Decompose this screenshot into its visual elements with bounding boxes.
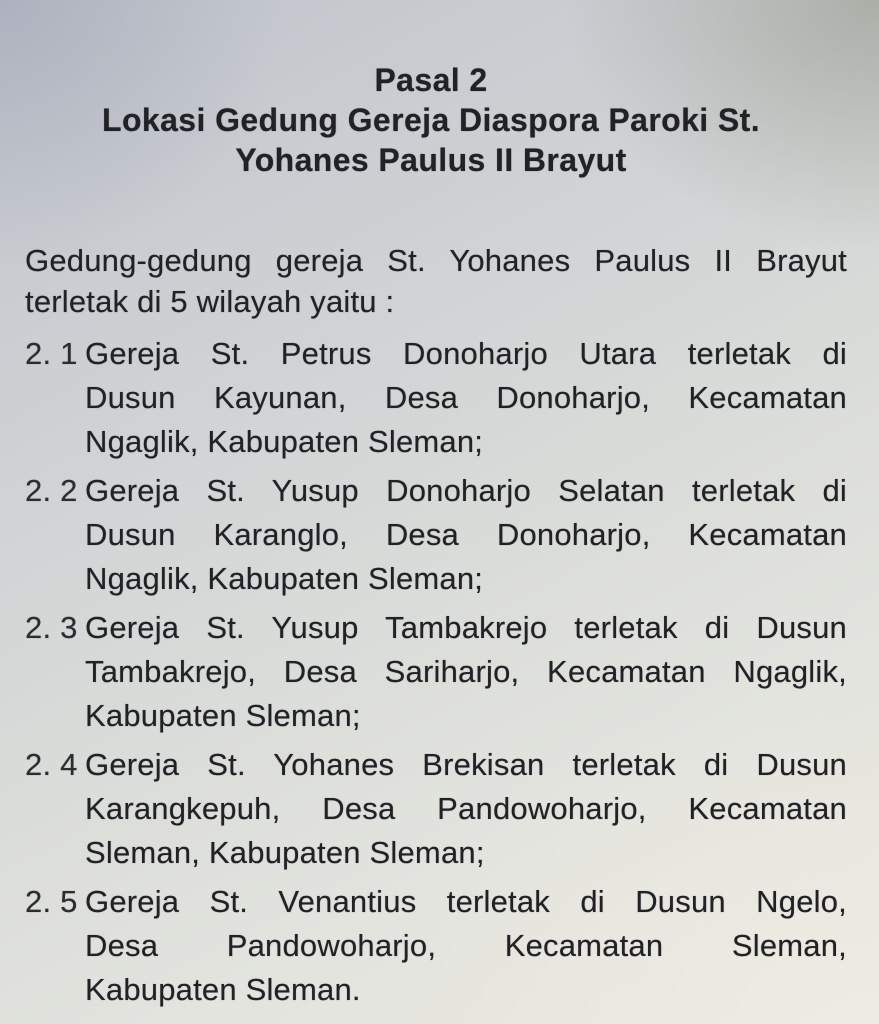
list-item-2-2: [25, 469, 847, 601]
item-line: Ngaglik, Kabupaten Sleman;: [85, 424, 484, 459]
item-number: 2. 2: [25, 473, 78, 508]
item-number: 2. 1: [25, 336, 78, 371]
item-line: Gereja St. Yusup Donoharjo Selatan terletak di: [85, 473, 847, 508]
item-text: [85, 469, 847, 601]
article-heading: [25, 60, 837, 180]
list-item-2-3: [25, 606, 847, 738]
item-line: Dusun Kayunan, Desa Donoharjo, Kecamatan: [85, 380, 847, 415]
item-text: [85, 880, 847, 1012]
article-number: Pasal 2: [374, 62, 488, 98]
item-number: 2. 5: [25, 884, 78, 919]
intro-line-1: Gedung-gedung gereja St. Yohanes Paulus II Brayut: [25, 243, 847, 278]
article-title-line-1: Lokasi Gedung Gereja Diaspora Paroki St.: [102, 102, 760, 138]
item-number: 2. 4: [25, 747, 78, 782]
item-line: Desa Pandowoharjo, Kecamatan Sleman,: [85, 928, 847, 963]
item-line: Kabupaten Sleman;: [85, 698, 361, 733]
item-line: Dusun Karanglo, Desa Donoharjo, Kecamatan: [85, 517, 847, 552]
item-line: Kabupaten Sleman.: [85, 972, 361, 1007]
item-line: Tambakrejo, Desa Sariharjo, Kecamatan Ngaglik,: [85, 654, 847, 689]
location-list: [25, 332, 847, 1012]
article-title-line-2: Yohanes Paulus II Brayut: [235, 142, 627, 178]
item-line: Gereja St. Venantius terletak di Dusun Ngelo,: [85, 884, 847, 919]
intro-line-2: terletak di 5 wilayah yaitu :: [25, 284, 395, 319]
item-line: Gereja St. Petrus Donoharjo Utara terletak di: [85, 336, 847, 371]
list-item-2-5: [25, 880, 847, 1012]
item-line: Karangkepuh, Desa Pandowoharjo, Kecamatan: [85, 791, 847, 826]
list-item-2-4: [25, 743, 847, 875]
item-number: 2. 3: [25, 610, 78, 645]
item-text: [85, 606, 847, 738]
item-line: Gereja St. Yusup Tambakrejo terletak di Dusun: [85, 610, 847, 645]
document-content: [25, 60, 847, 1012]
intro-paragraph: [25, 240, 847, 322]
item-text: [85, 743, 847, 875]
item-line: Ngaglik, Kabupaten Sleman;: [85, 561, 484, 596]
item-line: Sleman, Kabupaten Sleman;: [85, 835, 485, 870]
item-line: Gereja St. Yohanes Brekisan terletak di Dusun: [85, 747, 847, 782]
list-item-2-1: [25, 332, 847, 464]
item-text: [85, 332, 847, 464]
